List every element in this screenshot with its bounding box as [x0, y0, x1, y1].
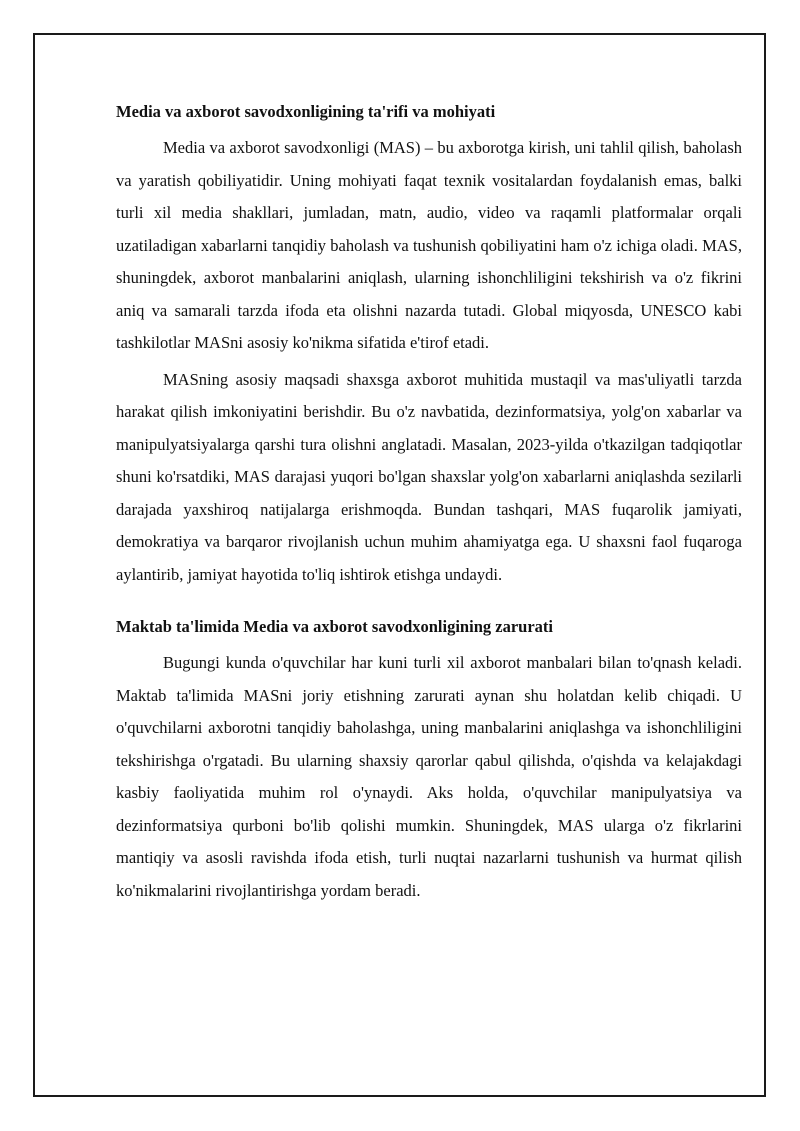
paragraph-purpose: MASning asosiy maqsadi shaxsga axborot muhitida mustaqil va mas'uliyatli tarzda harakat qilish imkoniyatini berishdir. Bu o'z navbatida, dezinformatsiya, yolg'on xabarlar va manipulyatsiyalarga qarshi tura olishni anglatadi. Masalan, 2023-yilda o'tkazilgan tadqiqotlar shuni ko'rsatdiki, MAS darajasi yuqori bo'lgan shaxslar yolg'on xabarlarni aniqlashda sezilarli darajada yaxshiroq natijalarga erishmoqda. Bundan tashqari, MAS fuqarolik jamiyati, demokratiya va barqaror rivojlanish uchun muhim ahamiyatga ega. U shaxsni faol fuqaroga aylantirib, jamiyat hayotida to'liq ishtirok etishga undaydi.: [116, 369, 742, 584]
section-heading-definition: Media va axborot savodxonligining ta'rifi va mohiyati: [116, 102, 496, 121]
paragraph-definition: Media va axborot savodxonligi (MAS) – bu axborotga kirish, uni tahlil qilish, baholash va yaratish qobiliyatidir. Uning mohiyati faqat texnik vositalardan foydalanish emas, balki turli xil media shakllari, jumladan, matn, audio, video va raqamli platformalar orqali uzatiladigan xabarlarni tanqidiy baholash va tushunish qobiliyatini ham o'z ichiga oladi. MAS, shuningdek, axborot manbalarini aniqlash, ularning ishonchliligini tekshirish va o'z fikrini aniq va samarali tarzda ifoda eta olishni nazarda tutadi. Global miqyosda, UNESCO kabi tashkilotlar MASni asosiy ko'nikma sifatida e'tirof etadi.: [116, 138, 742, 352]
section-heading-school-necessity: Maktab ta'limida Media va axborot savodxonligining zarurati: [116, 617, 553, 636]
document-body: [116, 96, 742, 911]
paragraph-school-necessity: Bugungi kunda o'quvchilar har kuni turli xil axborot manbalari bilan to'qnash keladi. Maktab ta'limida MASni joriy etishning zarurati aynan shu holatdan kelib chiqadi. U o'quvchilarni axborotni tanqidiy baholashga, uning manbalarini aniqlashga va ishonchliligini tekshirishga o'rgatadi. Bu ularning shaxsiy qarorlar qabul qilishda, o'qishda va kelajakdagi kasbiy faoliyatida muhim rol o'ynaydi. Aks holda, o'quvchilar manipulyatsiya va dezinformatsiya qurboni bo'lib qolishi mumkin. Shuningdek, MAS ularga o'z fikrlarini mantiqiy va asosli ravishda ifoda etish, turli nuqtai nazarlarni tushunish va hurmat qilish ko'nikmalarini rivojlantirishga yordam beradi.: [116, 653, 742, 900]
